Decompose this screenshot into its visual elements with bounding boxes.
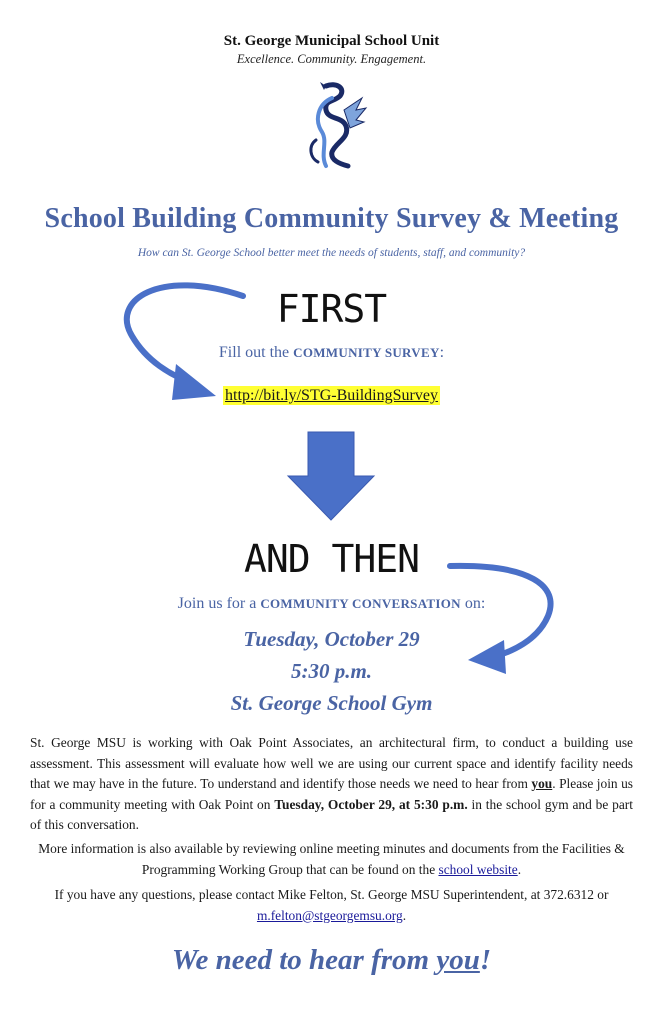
body-paragraph-1	[30, 733, 633, 836]
p3-text: If you have any questions, please contact Mike Felton, St. George MSU Superintendent, at 372.6312 or	[54, 887, 609, 902]
instruction-suffix: :	[439, 344, 445, 361]
p2-end: .	[517, 861, 522, 877]
p3-end: .	[402, 907, 407, 923]
closing-message	[0, 944, 663, 977]
and-then-heading: AND THEN	[243, 537, 420, 581]
meeting-invitation	[0, 595, 663, 613]
p1-text-3: in the school gym and be part of this conversation.	[30, 796, 633, 832]
p1-you: you	[531, 776, 553, 791]
survey-instruction	[0, 344, 663, 362]
closing-end: !	[479, 944, 492, 976]
survey-link-row	[0, 387, 663, 405]
closing-text: We need to hear from	[171, 944, 437, 976]
p1-text-1: St. George MSU is working with Oak Point Associates, an architectural firm, to conduct a building use assessment. This assessment will evaluate how well we are using our current space and identify facility needs that we may have in the future. To understand and identify those needs we need to hear from	[30, 735, 633, 791]
dragon-logo-icon	[296, 80, 368, 172]
p1-text-2: . Please join us for a community meeting with Oak Point on	[30, 776, 633, 812]
closing-you: you	[436, 944, 480, 976]
body-paragraph-3	[30, 885, 633, 926]
invite-emphasis: COMMUNITY CONVERSATION	[260, 596, 461, 611]
instruction-emphasis: COMMUNITY SURVEY	[293, 345, 440, 360]
instruction-prefix: Fill out the	[218, 344, 294, 361]
organization-name: St. George Municipal School Unit	[223, 33, 440, 49]
p2-text: More information is also available by reviewing online meeting minutes and documents from the Facilities & Programming Working Group that can be found on the	[38, 841, 625, 877]
motto: Excellence. Community. Engagement.	[236, 52, 427, 66]
page-subtitle: How can St. George School better meet the needs of students, staff, and community?	[137, 247, 526, 259]
down-arrow-icon	[288, 432, 374, 520]
meeting-location: St. George School Gym	[230, 691, 433, 715]
school-website-link[interactable]: school website	[438, 861, 518, 877]
invite-suffix: on:	[460, 595, 486, 612]
meeting-date: Tuesday, October 29	[243, 627, 420, 651]
p1-date-bold: Tuesday, October 29, at 5:30 p.m.	[274, 796, 468, 812]
meeting-time: 5:30 p.m.	[290, 659, 373, 683]
survey-link[interactable]: http://bit.ly/STG-BuildingSurvey	[225, 387, 438, 404]
body-paragraph-2	[30, 839, 633, 880]
first-heading: FIRST	[276, 287, 387, 331]
page-title: School Building Community Survey & Meeting	[44, 203, 619, 234]
contact-email-link[interactable]: m.felton@stgeorgemsu.org	[256, 907, 403, 923]
invite-prefix: Join us for a	[177, 595, 261, 612]
